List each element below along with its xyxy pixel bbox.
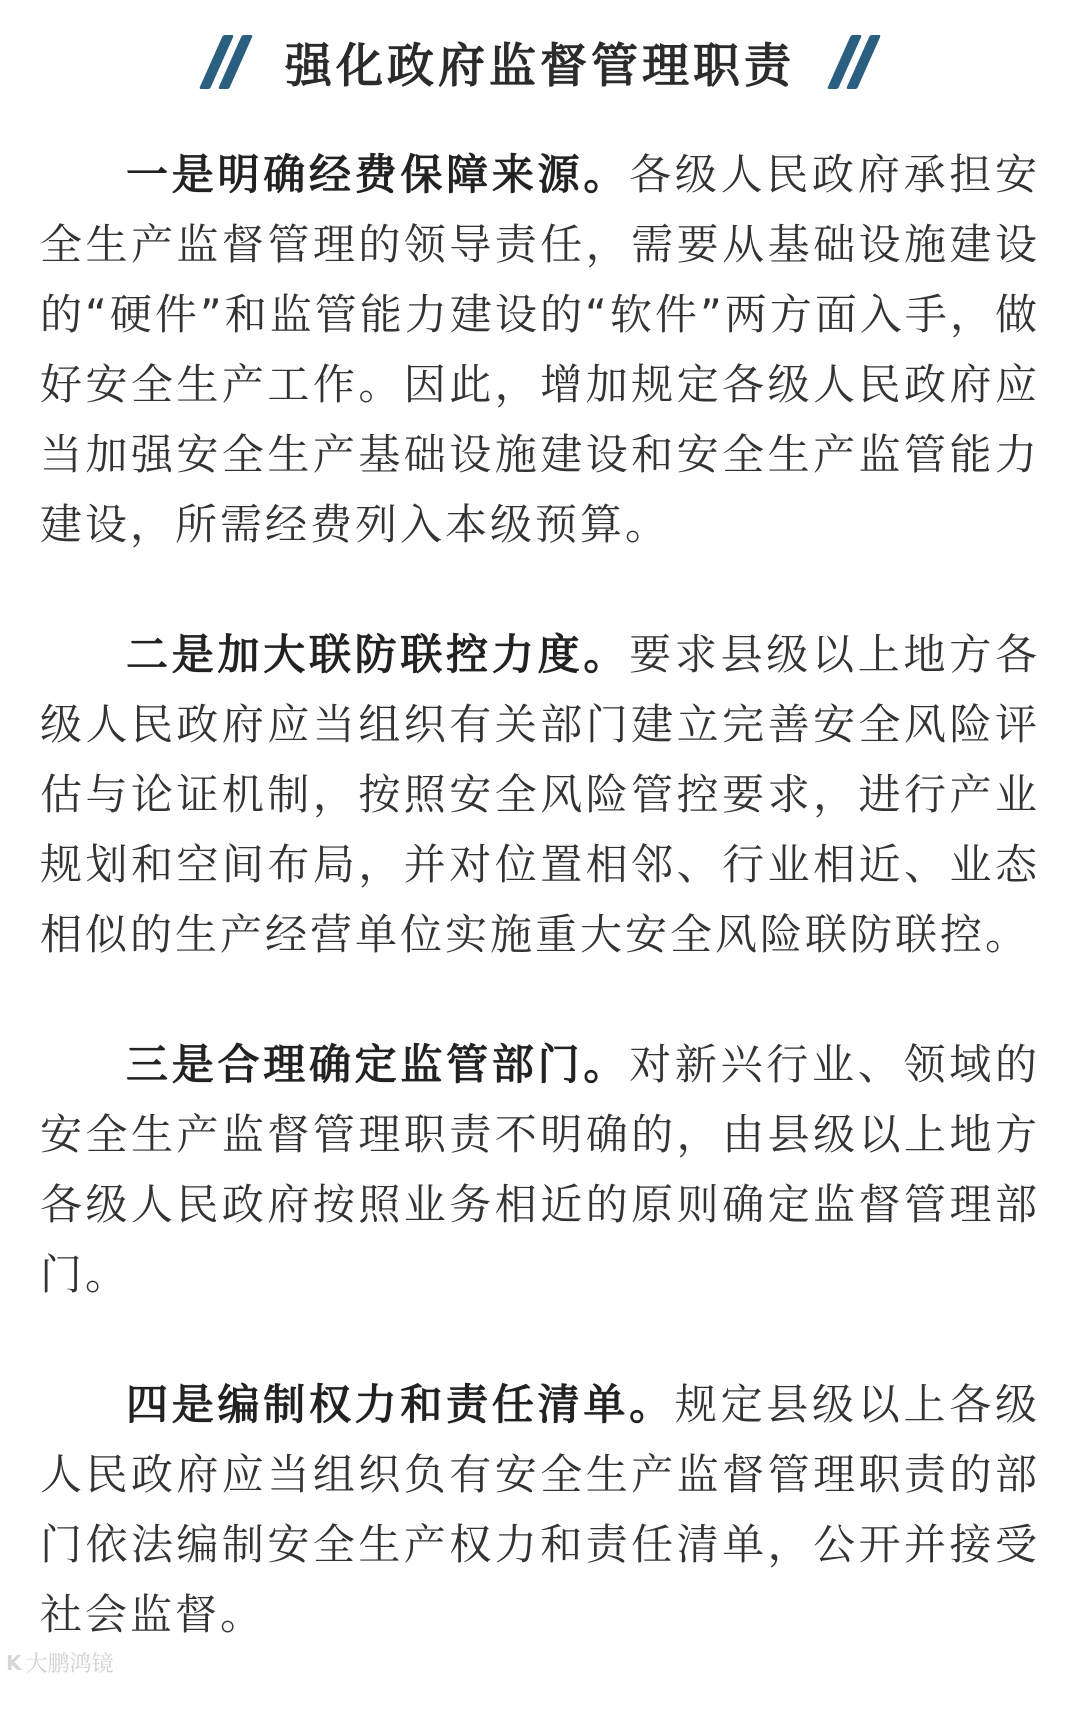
paragraph-text: 各级人民政府承担安全生产监督管理的领导责任，需要从基础设施建设的“硬件”和监管能力建设的“软件”两方面入手，做好安全生产工作。因此，增加规定各级人民政府应当加强安全生产基础设施建设和安全生产监管能力建设，所需经费列入本级预算。 [40, 150, 1040, 549]
paragraph-3 [40, 1030, 1040, 1310]
double-slash-icon-left [211, 32, 241, 92]
paragraph-text: 对新兴行业、领域的安全生产监督管理职责不明确的，由县级以上地方各级人民政府按照业务相近的原则确定监督管理部门。 [40, 1040, 1040, 1299]
watermark [6, 1647, 114, 1678]
paragraph-4 [40, 1370, 1040, 1650]
paragraph-text: 规定县级以上各级人民政府应当组织负有安全生产监督管理职责的部门依法编制安全生产权力和责任清单，公开并接受社会监督。 [40, 1380, 1040, 1639]
title-row [0, 22, 1080, 102]
paragraph-lead: 二是加大联防联控力度。 [126, 630, 630, 679]
article-body [40, 140, 1040, 1710]
watermark-text: 大鹏鸿镜 [25, 1652, 114, 1677]
paragraph-lead: 四是编制权力和责任清单。 [126, 1380, 675, 1429]
double-slash-icon-right [839, 32, 869, 92]
section-title: 强化政府监督管理职责 [285, 38, 795, 94]
paragraph-1 [40, 140, 1040, 560]
paragraph-text: 要求县级以上地方各级人民政府应当组织有关部门建立完善安全风险评估与论证机制，按照安全风险管控要求，进行产业规划和空间布局，并对位置相邻、行业相近、业态相似的生产经营单位实施重大安全风险联防联控。 [40, 630, 1040, 959]
k-logo-icon: K [6, 1650, 22, 1675]
paragraph-lead: 三是合理确定监管部门。 [126, 1040, 630, 1089]
paragraph-lead: 一是明确经费保障来源。 [126, 150, 630, 199]
paragraph-2 [40, 620, 1040, 970]
